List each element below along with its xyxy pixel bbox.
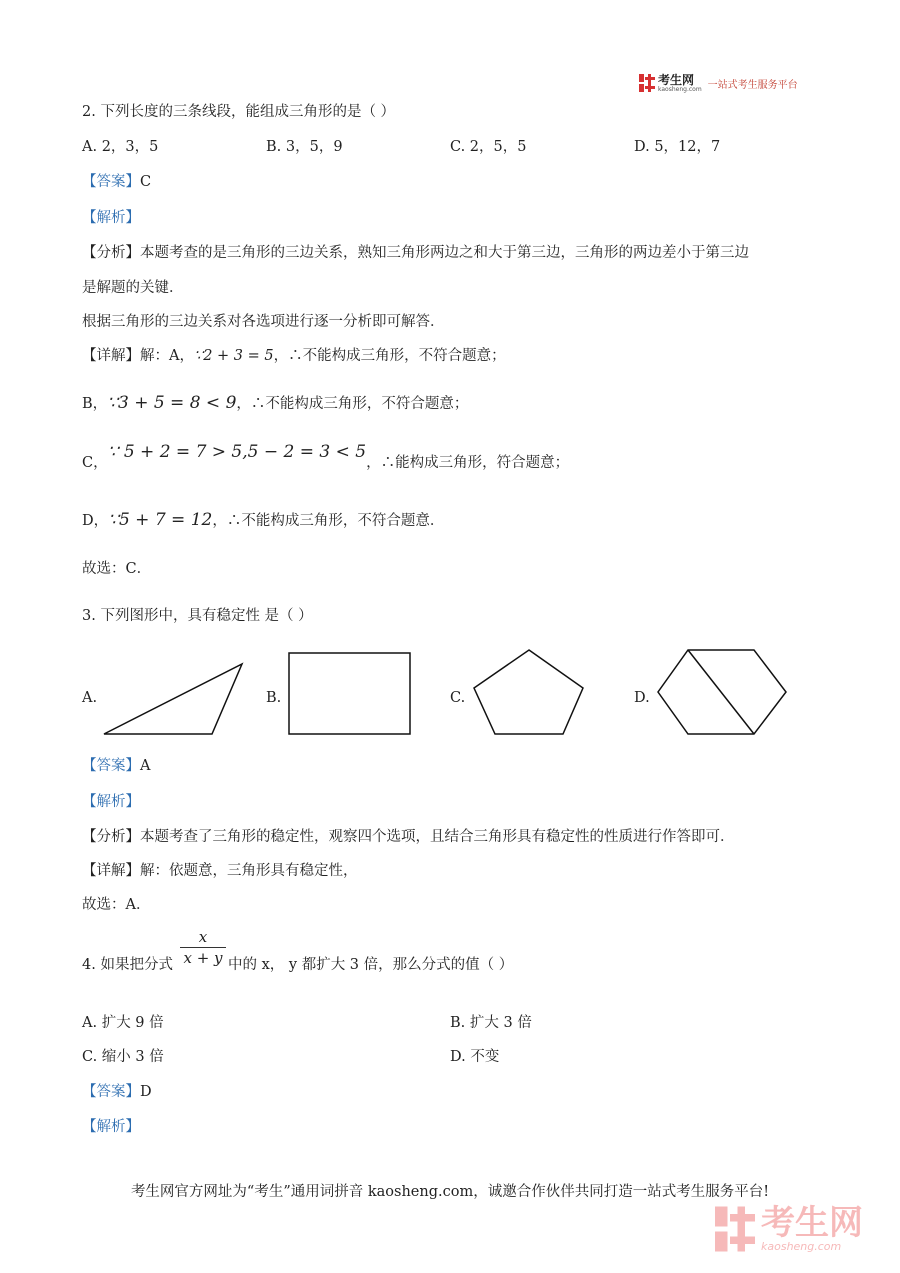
watermark-domain: kaosheng.com bbox=[761, 1240, 842, 1253]
q3-analysis-label: 【解析】 bbox=[82, 794, 140, 810]
q2-fenxi-line2: 是解题的关键． bbox=[82, 280, 184, 296]
fraction-denominator: x + y bbox=[183, 949, 223, 967]
q3-label-c: C. bbox=[450, 690, 466, 706]
rectangle-shape bbox=[286, 650, 414, 738]
q4-option-d: D. 不变 bbox=[450, 1049, 500, 1065]
detail-d-math: ∵5 + 7 = 12 bbox=[108, 510, 213, 530]
q2-option-a: A. 2，3，5 bbox=[82, 139, 159, 155]
header-logo bbox=[639, 72, 798, 94]
detail-d-suffix: ，∴不能构成三角形，不符合题意． bbox=[212, 513, 445, 529]
q3-label-b: B. bbox=[266, 690, 282, 706]
detail-c-prefix: C， bbox=[82, 455, 108, 471]
detail-d-prefix: D， bbox=[82, 513, 109, 529]
q2-stem: 2. 下列长度的三条线段，能组成三角形的是（ ） bbox=[82, 104, 396, 120]
watermark-brand: 考生网 bbox=[761, 1203, 863, 1243]
detail-a-prefix: 【详解】解：A， bbox=[82, 348, 194, 364]
detail-b-prefix: B， bbox=[82, 396, 108, 412]
triangle-shape bbox=[100, 660, 250, 740]
q2-answer bbox=[82, 172, 151, 192]
q4-option-c: C. 缩小 3 倍 bbox=[82, 1049, 164, 1065]
detail-a-math: ∵2 + 3 = 5 bbox=[193, 348, 274, 364]
q4-option-a: A. 扩大 9 倍 bbox=[82, 1015, 164, 1031]
q2-fenxi-line3: 根据三角形的三边关系对各选项进行逐一分析即可解答． bbox=[82, 314, 445, 330]
hexagon-with-diagonal-shape bbox=[654, 646, 790, 738]
logo-brand: 考生网 bbox=[658, 72, 695, 87]
answer-label: 【答案】 bbox=[82, 758, 140, 774]
q3-answer bbox=[82, 756, 150, 776]
kaosheng-logo-icon bbox=[639, 74, 655, 92]
q2-detail-c bbox=[82, 442, 570, 473]
q2-option-c: C. 2，5，5 bbox=[450, 139, 527, 155]
q3-conclusion: 故选：A． bbox=[82, 897, 151, 913]
q2-option-b: B. 3，5，9 bbox=[266, 139, 343, 155]
q2-detail-b bbox=[82, 393, 468, 414]
q3-fenxi: 【分析】本题考查了三角形的稳定性，观察四个选项，且结合三角形具有稳定性的性质进行作答即可． bbox=[82, 829, 735, 845]
q2-fenxi-line1: 【分析】本题考查的是三角形的三边关系，熟知三角形两边之和大于第三边，三角形的两边差小于第三边 bbox=[82, 245, 749, 261]
pentagon-shape bbox=[470, 646, 588, 738]
answer-value: D bbox=[140, 1084, 152, 1100]
q4-stem-suffix: 中的 x， y 都扩大 3 倍，那么分式的值（ ） bbox=[228, 957, 514, 973]
q4-answer bbox=[82, 1082, 152, 1102]
answer-value: C bbox=[140, 174, 152, 190]
q3-stem: 3. 下列图形中，具有稳定性 是（ ） bbox=[82, 608, 313, 624]
detail-a-suffix: ，∴不能构成三角形，不符合题意； bbox=[273, 348, 506, 364]
logo-slogan: 一站式考生服务平台 bbox=[707, 79, 798, 91]
fraction-bar bbox=[180, 947, 226, 948]
q2-option-d: D. 5，12，7 bbox=[634, 139, 721, 155]
q4-analysis-label: 【解析】 bbox=[82, 1119, 140, 1135]
fraction-numerator: x bbox=[198, 928, 208, 946]
answer-label: 【答案】 bbox=[82, 174, 140, 190]
detail-c-suffix: ，∴能构成三角形，符合题意； bbox=[366, 455, 570, 471]
watermark-logo-icon bbox=[715, 1205, 755, 1253]
q2-detail-d bbox=[82, 510, 444, 531]
q3-detail: 【详解】解：依题意，三角形具有稳定性， bbox=[82, 863, 358, 879]
q4-fraction bbox=[180, 928, 226, 967]
detail-b-suffix: ，∴不能构成三角形，不符合题意； bbox=[236, 396, 469, 412]
footer-text: 考生网官方网址为“考生”通用词拼音 kaosheng.com，诚邀合作伙伴共同打造一站式考生服务平台! bbox=[130, 1184, 770, 1200]
q4-option-b: B. 扩大 3 倍 bbox=[450, 1015, 532, 1031]
q2-detail-a bbox=[82, 346, 506, 366]
answer-value: A bbox=[140, 758, 151, 774]
watermark bbox=[715, 1205, 863, 1253]
q2-conclusion: 故选：C． bbox=[82, 561, 152, 577]
q4-stem-prefix: 4. 如果把分式 bbox=[82, 957, 173, 973]
q3-label-d: D. bbox=[634, 690, 650, 706]
answer-label: 【答案】 bbox=[82, 1084, 140, 1100]
logo-domain: kaosheng.com bbox=[658, 85, 702, 93]
detail-c-math: ∵ 5 + 2 = 7 > 5,5 − 2 = 3 < 5 bbox=[107, 442, 367, 462]
q2-analysis-label: 【解析】 bbox=[82, 210, 140, 226]
detail-b-math: ∵3 + 5 = 8 < 9 bbox=[107, 393, 237, 413]
q3-label-a: A. bbox=[82, 690, 98, 706]
